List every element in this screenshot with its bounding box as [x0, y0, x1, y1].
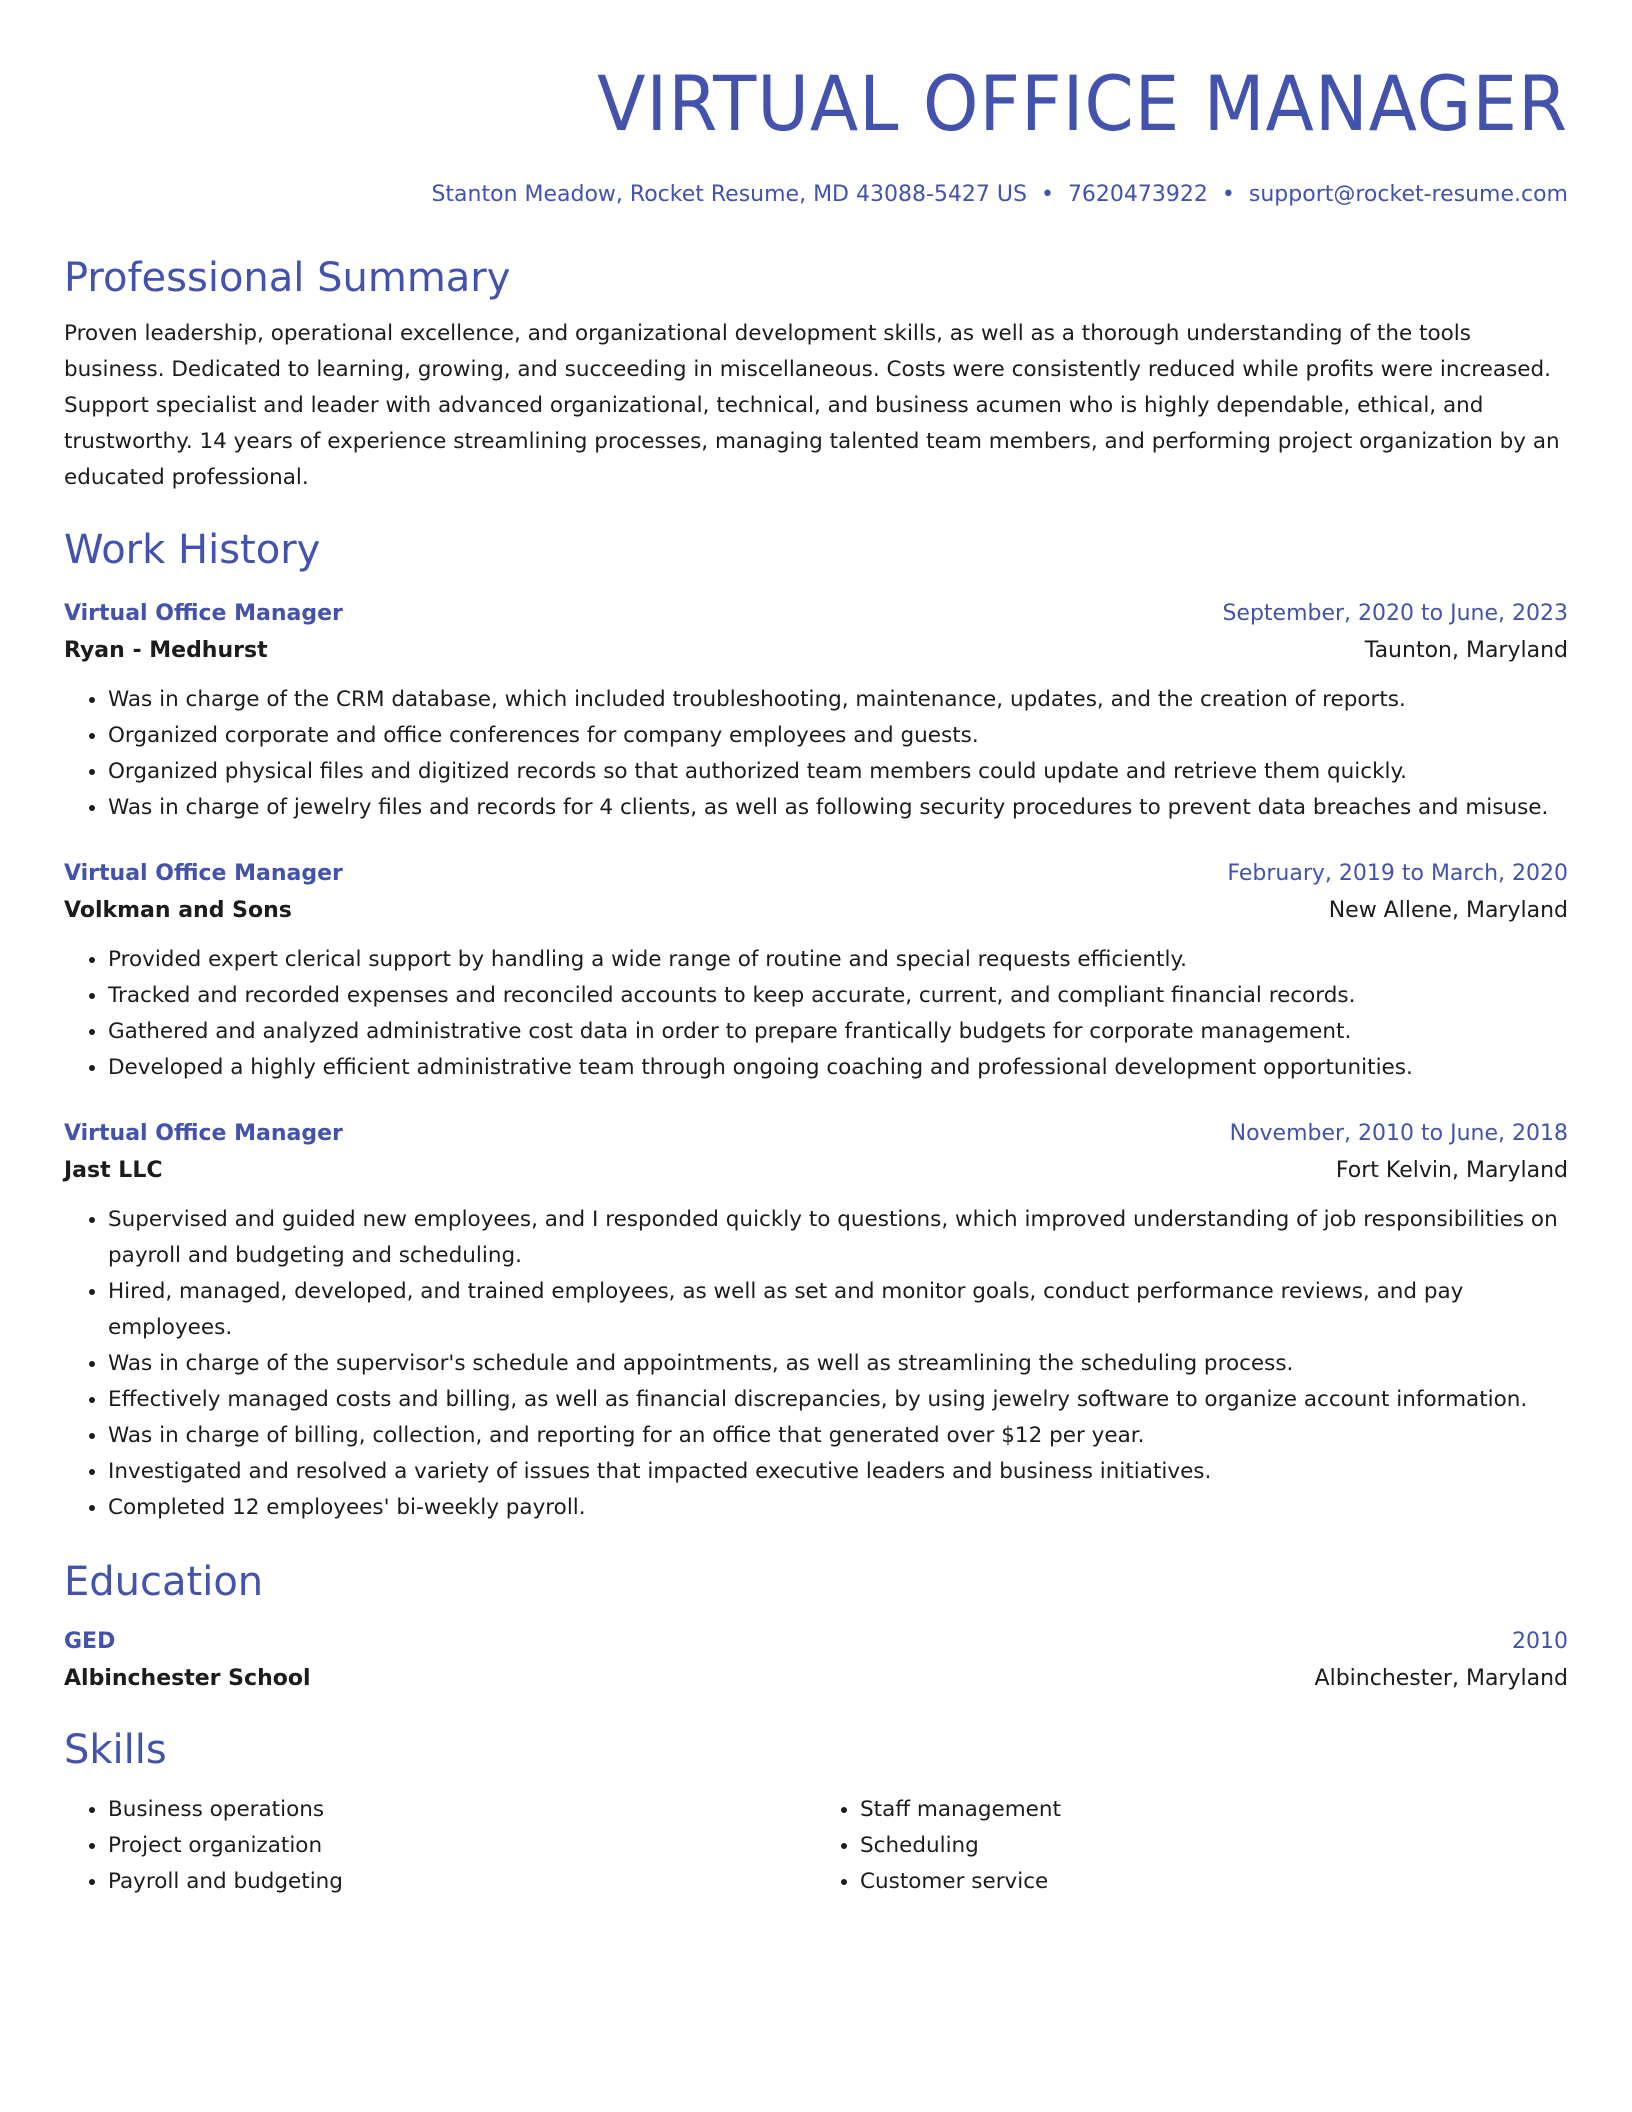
job-duty: • Developed a highly efficient administrative team through ongoing coaching and professional development opportunities.	[108, 1050, 1568, 1086]
job-employer: Jast LLC	[64, 1158, 163, 1183]
education-school-row	[64, 1660, 1568, 1698]
skill-item: • Business operations	[108, 1792, 816, 1828]
contact-line	[64, 178, 1568, 212]
education-entry	[64, 1624, 1568, 1698]
job-duties	[64, 942, 1568, 1086]
job-duty: • Organized physical files and digitized records so that authorized team members could update and retrieve them quickly.	[108, 754, 1568, 790]
job-location: New Allene, Maryland	[1328, 898, 1568, 923]
skill-item: • Scheduling	[860, 1828, 1568, 1864]
education-school: Albinchester School	[64, 1666, 311, 1691]
job-duty: • Gathered and analyzed administrative cost data in order to prepare frantically budgets for corporate management.	[108, 1014, 1568, 1050]
job-entry	[64, 596, 1568, 826]
job-title: Virtual Office Manager	[64, 861, 343, 886]
skills-columns	[64, 1792, 1568, 1900]
job-duty: • Hired, managed, developed, and trained employees, as well as set and monitor goals, conduct performance reviews, and pay employees.	[108, 1274, 1568, 1346]
summary-section	[64, 250, 1568, 496]
skill-item: • Staff management	[860, 1792, 1568, 1828]
education-degree: GED	[64, 1629, 116, 1654]
job-header-row	[64, 856, 1568, 892]
job-duty: • Tracked and recorded expenses and reconciled accounts to keep accurate, current, and compliant financial records.	[108, 978, 1568, 1014]
work-history-heading: Work History	[64, 527, 321, 573]
job-location: Taunton, Maryland	[1364, 638, 1568, 663]
skill-item: • Payroll and budgeting	[108, 1864, 816, 1900]
skills-list-left	[64, 1792, 816, 1900]
job-header-row	[64, 1116, 1568, 1152]
job-employer-row	[64, 632, 1568, 670]
job-duty: • Organized corporate and office conferences for company employees and guests.	[108, 718, 1568, 754]
contact-phone: 7620473922	[1067, 182, 1208, 207]
job-duty: • Was in charge of billing, collection, and reporting for an office that generated over $12 per year.	[108, 1418, 1568, 1454]
job-dates: February, 2019 to March, 2020	[1227, 861, 1568, 886]
resume-header	[64, 54, 1568, 212]
education-location: Albinchester, Maryland	[1314, 1666, 1568, 1691]
job-duties	[64, 682, 1568, 826]
job-employer-row	[64, 892, 1568, 930]
work-history-section	[64, 522, 1568, 1526]
education-year: 2010	[1512, 1629, 1568, 1654]
job-duties	[64, 1202, 1568, 1526]
job-duty: • Effectively managed costs and billing, as well as financial discrepancies, by using jewelry software to organize account information.	[108, 1382, 1568, 1418]
skill-item: • Project organization	[108, 1828, 816, 1864]
job-entry	[64, 1116, 1568, 1526]
job-title: Virtual Office Manager	[64, 1121, 343, 1146]
job-header-row	[64, 596, 1568, 632]
candidate-name: VIRTUAL OFFICE MANAGER	[597, 59, 1568, 148]
summary-heading: Professional Summary	[64, 255, 511, 301]
job-employer-row	[64, 1152, 1568, 1190]
skills-list-right	[816, 1792, 1568, 1900]
education-header-row	[64, 1624, 1568, 1660]
skill-item: • Customer service	[860, 1864, 1568, 1900]
job-title: Virtual Office Manager	[64, 601, 343, 626]
job-duty: • Supervised and guided new employees, and I responded quickly to questions, which improved understanding of job responsibilities on payroll and budgeting and scheduling.	[108, 1202, 1568, 1274]
job-duty: • Was in charge of the supervisor's schedule and appointments, as well as streamlining the scheduling process.	[108, 1346, 1568, 1382]
skills-section	[64, 1722, 1568, 1900]
contact-separator: •	[1221, 182, 1235, 207]
job-employer: Volkman and Sons	[64, 898, 292, 923]
job-duty: • Investigated and resolved a variety of issues that impacted executive leaders and business initiatives.	[108, 1454, 1568, 1490]
job-duty: • Was in charge of jewelry files and records for 4 clients, as well as following security procedures to prevent data breaches and misuse.	[108, 790, 1568, 826]
job-duty: • Was in charge of the CRM database, which included troubleshooting, maintenance, updates, and the creation of reports.	[108, 682, 1568, 718]
job-location: Fort Kelvin, Maryland	[1335, 1158, 1568, 1183]
job-entry	[64, 856, 1568, 1086]
contact-separator: •	[1040, 182, 1054, 207]
job-duty: • Provided expert clerical support by handling a wide range of routine and special requests efficiently.	[108, 942, 1568, 978]
contact-email[interactable]: support@rocket-resume.com	[1248, 182, 1568, 207]
skills-heading: Skills	[64, 1727, 167, 1773]
job-dates: September, 2020 to June, 2023	[1222, 601, 1568, 626]
job-dates: November, 2010 to June, 2018	[1229, 1121, 1568, 1146]
contact-address: Stanton Meadow, Rocket Resume, MD 43088-5427 US	[431, 182, 1027, 207]
education-heading: Education	[64, 1559, 264, 1605]
job-duty: • Completed 12 employees' bi-weekly payroll.	[108, 1490, 1568, 1526]
education-section	[64, 1554, 1568, 1698]
summary-text: Proven leadership, operational excellence, and organizational development skills, as well as a thorough understanding of the tools business. Dedicated to learning, growing, and succeeding in miscellaneous. Costs were consistently reduced while profits were increased. Support specialist and leader with advanced organizational, technical, and business acumen who is highly dependable, ethical, and trustworthy. 14 years of experience streamlining processes, managing talented team members, and performing project organization by an educated professional.	[64, 321, 1560, 490]
job-employer: Ryan - Medhurst	[64, 638, 268, 663]
